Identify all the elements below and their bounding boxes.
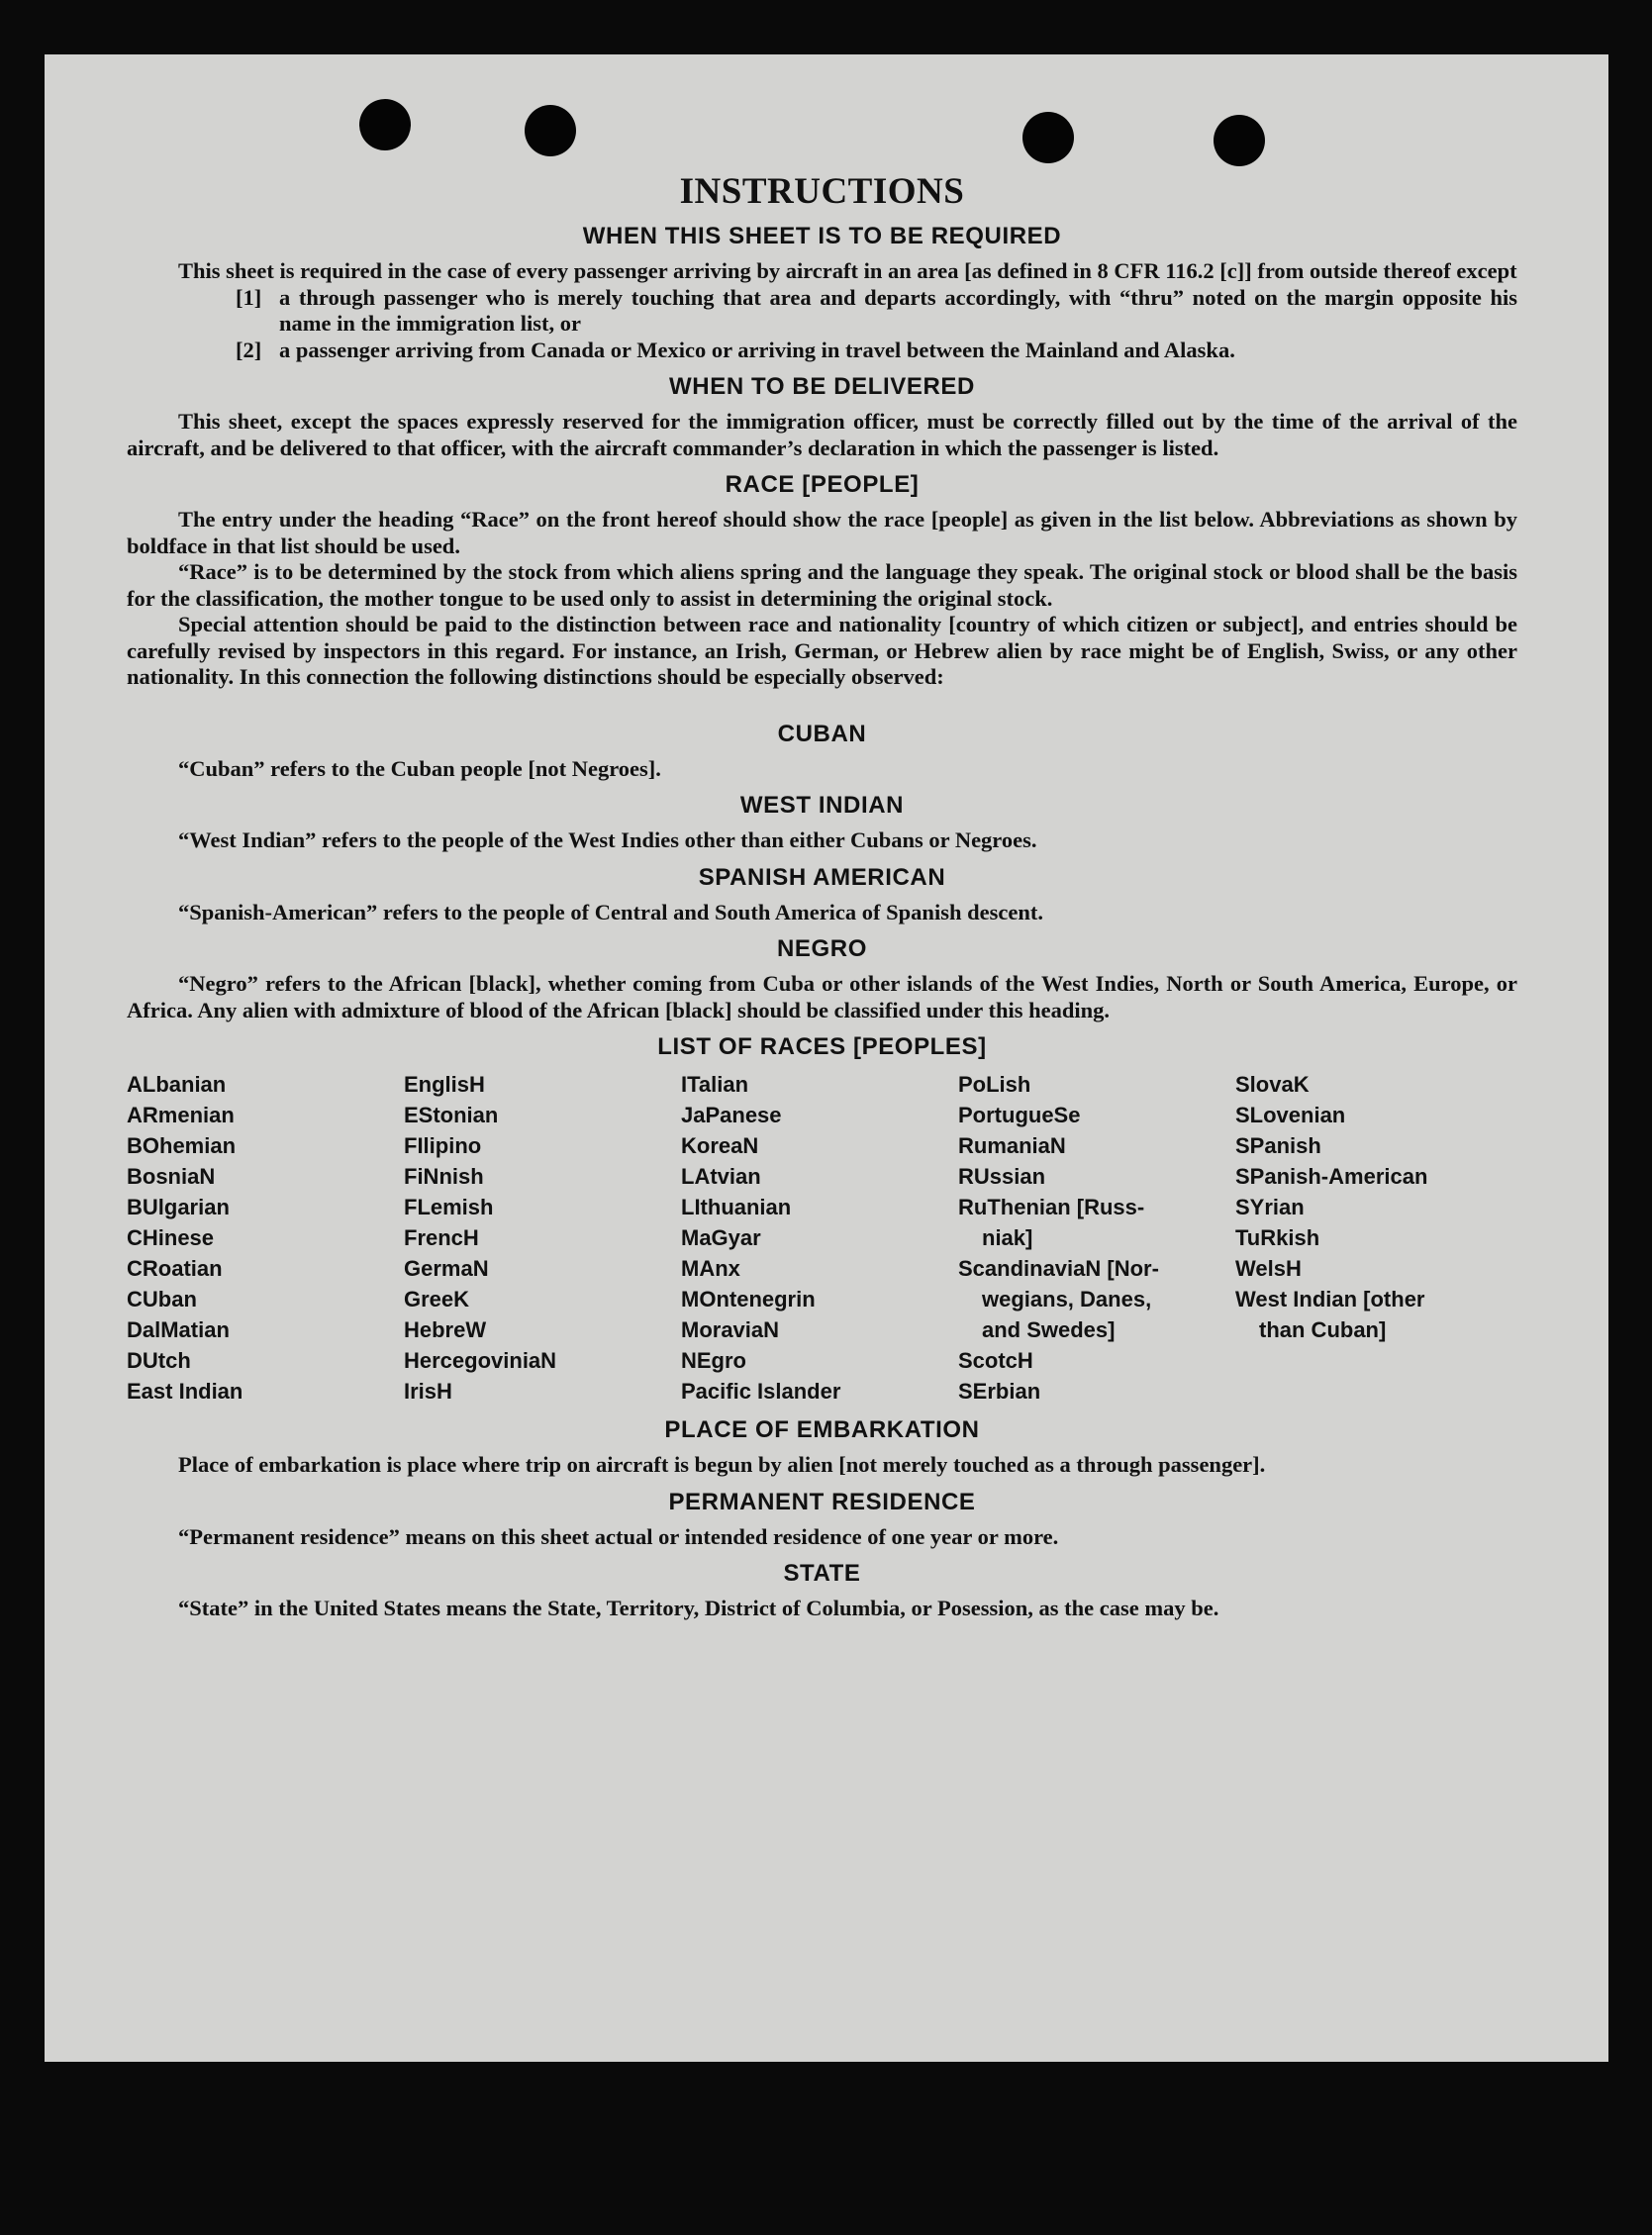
race-paragraph-3: Special attention should be paid to the distinction between race and nationality [country of which citizen or subject], and entries should be carefully revised by inspectors in this regard. For instance, an Irish, German, or Hebrew alien by race might be of English, Swiss, or any other nationality. In this connection the following distinctions should be especially observed:	[127, 612, 1517, 689]
race-item: BosniaN	[127, 1164, 216, 1189]
race-column	[958, 1069, 1235, 1407]
punch-hole	[359, 99, 411, 150]
race-item: BUlgarian	[127, 1195, 230, 1219]
race-item: East Indian	[127, 1379, 243, 1404]
race-item: FiNnish	[404, 1164, 484, 1189]
race-item: MoraviaN	[681, 1317, 780, 1342]
heading-spanish-american: SPANISH AMERICAN	[698, 863, 946, 891]
heading-negro: NEGRO	[776, 935, 867, 962]
race-item: HebreW	[404, 1317, 487, 1342]
heading-cuban: CUBAN	[777, 720, 867, 747]
race-item: ScotcH	[958, 1348, 1033, 1373]
list-item-text: a through passenger who is merely touching that area and departs accordingly, with “thru” noted on the margin opposite his name in the immigration list, or	[279, 284, 1517, 336]
heading-when-delivered: WHEN TO BE DELIVERED	[669, 373, 975, 400]
race-item: PoLish	[958, 1072, 1031, 1097]
race-item: and Swedes]	[982, 1317, 1116, 1342]
race-item: BOhemian	[127, 1133, 237, 1158]
list-item-number: [1]	[236, 284, 262, 310]
punch-hole	[1214, 115, 1265, 166]
race-item: EStonian	[404, 1103, 499, 1127]
race-item: SPanish	[1235, 1133, 1321, 1158]
race-item: CHinese	[127, 1225, 215, 1250]
embarkation-text: Place of embarkation is place where trip on aircraft is begun by alien [not merely touched as a through passenger].	[178, 1452, 1266, 1477]
instructions-content	[127, 170, 1517, 1622]
race-item: than Cuban]	[1259, 1317, 1387, 1342]
race-column	[1235, 1069, 1512, 1407]
race-item: CRoatian	[127, 1256, 223, 1281]
race-paragraph-2: “Race” is to be determined by the stock from which aliens spring and the language they speak. The original stock or blood shall be the basis for the classification, the mother tongue to be used only to assist in determining the original stock.	[127, 559, 1517, 611]
state-text: “State” in the United States means the State, Territory, District of Columbia, or Posession, as the case may be.	[178, 1596, 1219, 1620]
race-item: SlovaK	[1235, 1072, 1310, 1097]
race-item: KoreaN	[681, 1133, 759, 1158]
race-item: DalMatian	[127, 1317, 230, 1342]
race-item: RumaniaN	[958, 1133, 1066, 1158]
when-delivered-text: This sheet, except the spaces expressly reserved for the immigration officer, must be correctly filled out by the time of the arrival of the aircraft, and be delivered to that officer, with the aircraft commander’s declaration in which the passenger is listed.	[127, 409, 1517, 460]
west-indian-text: “West Indian” refers to the people of the West Indies other than either Cubans or Negroes.	[178, 827, 1037, 852]
spanish-american-text: “Spanish-American” refers to the people of Central and South America of Spanish descent.	[178, 899, 1043, 924]
race-item: LIthuanian	[681, 1195, 792, 1219]
race-item: FLemish	[404, 1195, 494, 1219]
list-item	[127, 285, 1517, 338]
race-item: SLovenian	[1235, 1103, 1346, 1127]
race-item: ARmenian	[127, 1103, 235, 1127]
race-item: RuThenian [Russ-	[958, 1195, 1145, 1219]
race-column	[127, 1069, 404, 1407]
punch-hole	[525, 105, 576, 156]
race-item: niak]	[982, 1225, 1033, 1250]
race-paragraph-1: The entry under the heading “Race” on the front hereof should show the race [people] as given in the list below. Abbreviations as shown by boldface in that list should be used.	[127, 507, 1517, 558]
heading-west-indian: WEST INDIAN	[739, 792, 905, 819]
race-item: MAnx	[681, 1256, 740, 1281]
race-item: MaGyar	[681, 1225, 761, 1250]
heading-embarkation: PLACE OF EMBARKATION	[664, 1416, 980, 1443]
negro-text: “Negro” refers to the African [black], whether coming from Cuba or other islands of the West Indies, North or South America, Europe, or Africa. Any alien with admixture of blood of the African [black] should be classified under this heading.	[127, 971, 1517, 1022]
race-item: West Indian [other	[1235, 1287, 1425, 1312]
when-required-intro: This sheet is required in the case of every passenger arriving by aircraft in an area [as defined in 8 CFR 116.2 [c]] from outside thereof except	[178, 258, 1517, 283]
heading-race: RACE [PEOPLE]	[725, 471, 920, 498]
race-item: SPanish-American	[1235, 1164, 1428, 1189]
race-item: NEgro	[681, 1348, 746, 1373]
race-item: MOntenegrin	[681, 1287, 816, 1312]
race-item: GreeK	[404, 1287, 470, 1312]
race-item: TuRkish	[1235, 1225, 1320, 1250]
race-item: wegians, Danes,	[982, 1287, 1152, 1312]
cuban-text: “Cuban” refers to the Cuban people [not Negroes].	[178, 755, 661, 781]
race-item: JaPanese	[681, 1103, 782, 1127]
page-title: INSTRUCTIONS	[679, 171, 965, 212]
race-item: SErbian	[958, 1379, 1041, 1404]
race-item: WelsH	[1235, 1256, 1302, 1281]
race-item: FrencH	[404, 1225, 479, 1250]
race-item: Pacific Islander	[681, 1379, 841, 1404]
heading-permanent-residence: PERMANENT RESIDENCE	[668, 1488, 976, 1515]
permanent-residence-text: “Permanent residence” means on this sheet actual or intended residence of one year or more.	[178, 1523, 1059, 1549]
punch-hole	[1022, 112, 1074, 163]
heading-state: STATE	[783, 1560, 861, 1587]
race-item: FIlipino	[404, 1133, 482, 1158]
race-item: RUssian	[958, 1164, 1046, 1189]
race-item: ITalian	[681, 1072, 749, 1097]
race-column	[404, 1069, 681, 1407]
race-item: ALbanian	[127, 1072, 227, 1097]
race-item: HercegoviniaN	[404, 1348, 557, 1373]
heading-list-of-races: LIST OF RACES [PEOPLES]	[657, 1033, 987, 1060]
race-item: CUban	[127, 1287, 197, 1312]
document-sheet	[45, 54, 1608, 2062]
race-item: IrisH	[404, 1379, 452, 1404]
list-item-text: a passenger arriving from Canada or Mexico or arriving in travel between the Mainland and Alaska.	[279, 337, 1235, 362]
list-item	[127, 338, 1517, 364]
race-column	[681, 1069, 958, 1407]
race-item: SYrian	[1235, 1195, 1305, 1219]
list-item-number: [2]	[236, 337, 262, 362]
race-item: GermaN	[404, 1256, 489, 1281]
heading-when-required: WHEN THIS SHEET IS TO BE REQUIRED	[582, 223, 1062, 249]
race-item: PortugueSe	[958, 1103, 1081, 1127]
race-item: DUtch	[127, 1348, 191, 1373]
race-item: LAtvian	[681, 1164, 761, 1189]
race-item: ScandinaviaN [Nor-	[958, 1256, 1159, 1281]
race-list	[127, 1069, 1517, 1407]
race-item: EnglisH	[404, 1072, 485, 1097]
